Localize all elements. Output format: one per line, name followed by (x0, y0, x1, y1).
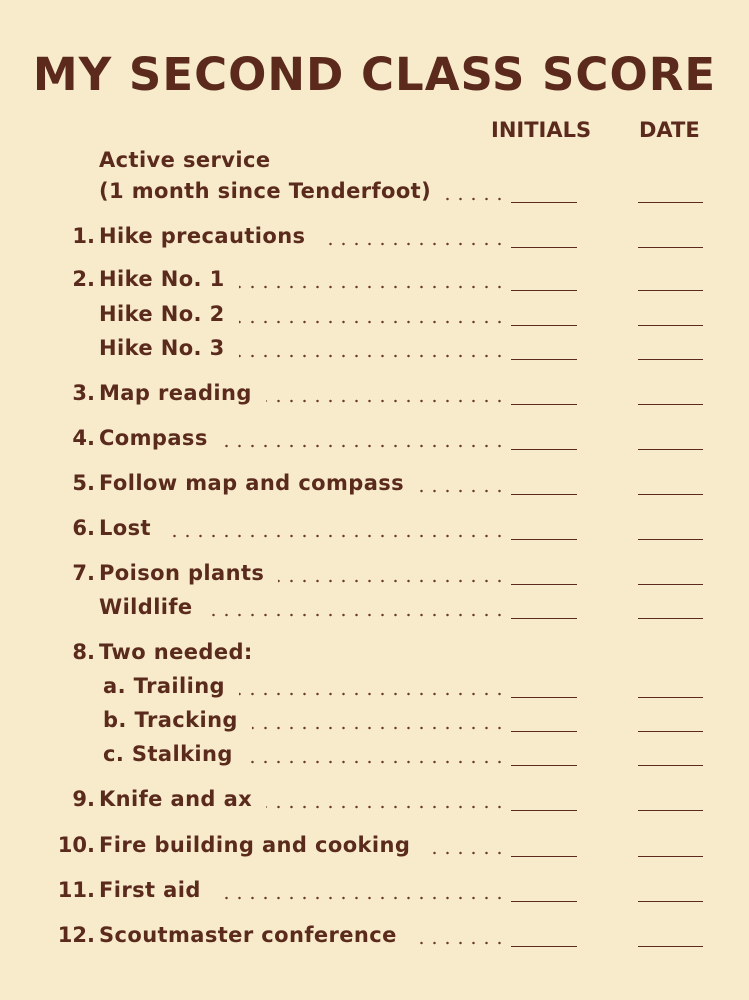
requirement-label: Hike No. 2 (99, 302, 225, 326)
requirement-row (0, 146, 749, 176)
dot-leader (207, 613, 506, 617)
page-title: MY SECOND CLASS SCORE (32, 48, 717, 101)
dot-leader (215, 896, 506, 900)
initials-blank[interactable] (511, 731, 577, 732)
requirement-row (0, 469, 749, 499)
dot-leader (278, 579, 506, 583)
requirement-label: Compass (99, 426, 208, 450)
requirement-row (0, 638, 749, 668)
initials-blank[interactable] (511, 494, 577, 495)
requirement-label: Poison plants (99, 561, 265, 585)
requirement-label: Wildlife (99, 595, 193, 619)
dot-leader (266, 805, 506, 809)
dot-leader (418, 489, 506, 493)
date-blank[interactable] (638, 584, 703, 585)
date-blank[interactable] (638, 325, 703, 326)
initials-blank[interactable] (511, 697, 577, 698)
requirement-row (0, 424, 749, 454)
requirement-label: Active service (99, 148, 271, 172)
dot-leader (247, 760, 506, 764)
requirement-number: 2. (72, 267, 95, 291)
dot-leader (266, 399, 506, 403)
requirement-label: Hike No. 3 (99, 336, 225, 360)
requirement-row (0, 177, 749, 207)
initials-blank[interactable] (511, 290, 577, 291)
date-blank[interactable] (638, 359, 703, 360)
date-blank[interactable] (638, 946, 703, 947)
initials-column-header: INITIALS (491, 118, 592, 142)
requirement-row (0, 706, 749, 736)
requirement-row (0, 831, 749, 861)
requirement-row (0, 300, 749, 330)
initials-blank[interactable] (511, 247, 577, 248)
requirement-label: Two needed: (99, 640, 253, 664)
requirement-row (0, 222, 749, 252)
initials-blank[interactable] (511, 359, 577, 360)
requirement-number: 9. (72, 787, 95, 811)
requirement-number: 4. (72, 426, 95, 450)
date-blank[interactable] (638, 618, 703, 619)
date-blank[interactable] (638, 901, 703, 902)
requirement-number: 6. (72, 516, 95, 540)
requirement-row (0, 921, 749, 951)
initials-blank[interactable] (511, 202, 577, 203)
date-blank[interactable] (638, 290, 703, 291)
requirement-number: 10. (57, 833, 95, 857)
requirement-label: Knife and ax (99, 787, 253, 811)
date-blank[interactable] (638, 494, 703, 495)
dot-leader (252, 726, 506, 730)
requirement-label: Follow map and compass (99, 471, 405, 495)
requirement-label: Lost (99, 516, 151, 540)
requirement-row (0, 785, 749, 815)
requirement-number: 7. (72, 561, 95, 585)
requirement-label: b. Tracking (103, 708, 238, 732)
dot-leader (239, 285, 506, 289)
date-blank[interactable] (638, 697, 703, 698)
initials-blank[interactable] (511, 404, 577, 405)
requirement-number: 1. (72, 224, 95, 248)
dot-leader (411, 941, 506, 945)
requirement-label: First aid (99, 878, 201, 902)
date-blank[interactable] (638, 449, 703, 450)
date-column-header: DATE (639, 118, 700, 142)
requirement-row (0, 559, 749, 589)
requirement-label: (1 month since Tenderfoot) (99, 179, 432, 203)
dot-leader (445, 197, 506, 201)
initials-blank[interactable] (511, 946, 577, 947)
dot-leader (165, 534, 506, 538)
initials-blank[interactable] (511, 765, 577, 766)
requirement-label: Hike No. 1 (99, 267, 225, 291)
date-blank[interactable] (638, 247, 703, 248)
date-blank[interactable] (638, 202, 703, 203)
dot-leader (319, 242, 506, 246)
requirement-row (0, 593, 749, 623)
requirement-number: 5. (72, 471, 95, 495)
requirement-row (0, 334, 749, 364)
requirement-number: 11. (57, 878, 95, 902)
date-blank[interactable] (638, 765, 703, 766)
requirement-label: Hike precautions (99, 224, 306, 248)
initials-blank[interactable] (511, 618, 577, 619)
dot-leader (239, 320, 506, 324)
dot-leader (239, 354, 506, 358)
requirement-label: a. Trailing (103, 674, 225, 698)
date-blank[interactable] (638, 810, 703, 811)
requirement-number: 12. (57, 923, 95, 947)
requirement-label: Map reading (99, 381, 252, 405)
initials-blank[interactable] (511, 539, 577, 540)
requirement-row (0, 265, 749, 295)
date-blank[interactable] (638, 539, 703, 540)
requirement-number: 3. (72, 381, 95, 405)
initials-blank[interactable] (511, 810, 577, 811)
initials-blank[interactable] (511, 449, 577, 450)
requirement-row (0, 379, 749, 409)
initials-blank[interactable] (511, 901, 577, 902)
dot-leader (239, 692, 506, 696)
requirement-row (0, 672, 749, 702)
requirement-row (0, 876, 749, 906)
requirement-label: Scoutmaster conference (99, 923, 397, 947)
date-blank[interactable] (638, 731, 703, 732)
requirement-number: 8. (72, 640, 95, 664)
requirement-label: c. Stalking (103, 742, 233, 766)
date-blank[interactable] (638, 856, 703, 857)
initials-blank[interactable] (511, 856, 577, 857)
requirement-label: Fire building and cooking (99, 833, 411, 857)
date-blank[interactable] (638, 404, 703, 405)
dot-leader (424, 851, 506, 855)
initials-blank[interactable] (511, 584, 577, 585)
dot-leader (222, 444, 506, 448)
requirement-row (0, 740, 749, 770)
requirement-row (0, 514, 749, 544)
initials-blank[interactable] (511, 325, 577, 326)
